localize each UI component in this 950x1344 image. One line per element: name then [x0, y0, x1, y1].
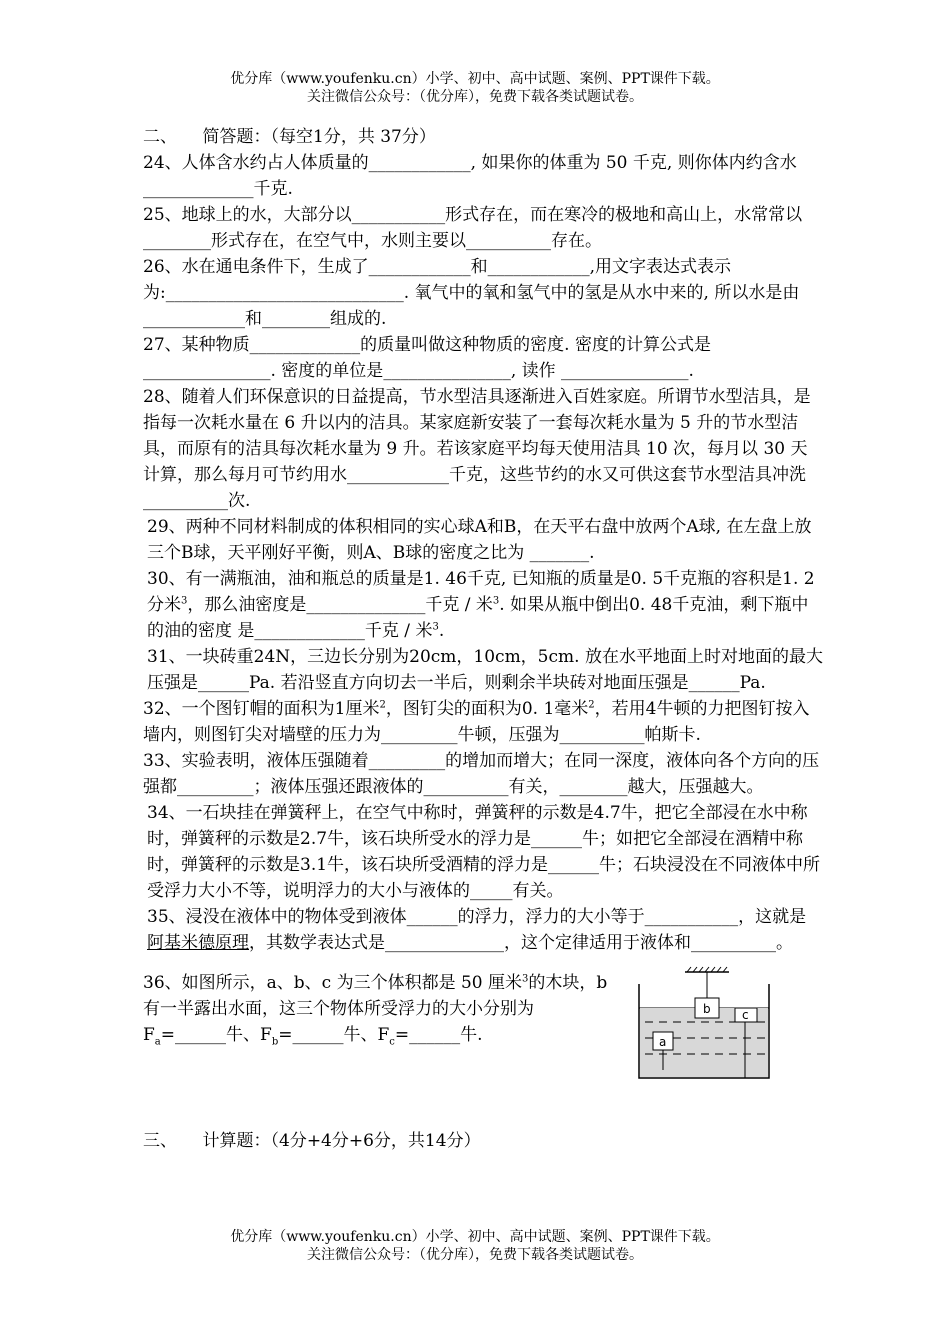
question-24: 24、人体含水约占人体质量的____________, 如果你的体重为 50 千克, 则你体内约含水_____________千克. [143, 153, 797, 199]
block-c-label: c [742, 1008, 749, 1022]
question-content [143, 124, 823, 1154]
header-line-1: 优分库（www.youfenku.cn）小学、初中、高中试题、案例、PPT课件下载。 [230, 71, 720, 87]
question-36: 36、如图所示，a、b、c 为三个体积都是 50 厘米$^3$的木块，b 有一半露出水面，这三个物体所受浮力的大小分别为 $F_a=\_\_\_\_\_\_$牛、$F_b=\_\_\_\_\_\_$牛、$F_c=\_\_\_\_\_\_$牛. [143, 973, 608, 1048]
buoyancy-figure [633, 966, 775, 1086]
footer [0, 1228, 950, 1264]
question-36-block [143, 970, 823, 1106]
question-33: 33、实验表明，液体压强随着_________的增加而增大；在同一深度，液体向各个方向的压强都_________；液体压强还跟液体的__________有关，________越大，压强越大。 [143, 751, 820, 797]
question-34: 34、一石块挂在弹簧秤上，在空气中称时，弹簧秤的示数是4.7牛，把它全部浸在水中称时，弹簧秤的示数是2.7牛，该石块所受水的浮力是______牛；如把它全部浸在酒精中称时，弹簧秤的示数是3.1牛，该石块所受酒精的浮力是______牛；石块浸没在不同液体中所受浮力大小不等，说明浮力的大小与液体的_____有关。 [147, 803, 821, 901]
question-30: 30、有一满瓶油，油和瓶总的质量是1. 46千克, 已知瓶的质量是0. 5千克瓶的容积是1. 2分米$^3$，那么油密度是______________千克 / 米$^3$. 如果从瓶中倒出0. 48千克油，剩下瓶中的油的密度 是_____________千克 / 米$^3$. [147, 569, 815, 641]
header [0, 70, 950, 106]
question-29: 29、两种不同材料制成的体积相同的实心球A和B，在天平右盘中放两个A球, 在左盘上放三个B球，天平刚好平衡，则A、B球的密度之比为 _______. [147, 517, 812, 563]
question-25: 25、地球上的水，大部分以___________形式存在，而在寒冷的极地和高山上，水常常以________形式存在，在空气中，水则主要以__________存在。 [143, 205, 803, 251]
header-line-2: 关注微信公众号：（优分库），免费下载各类试题试卷。 [307, 89, 643, 105]
question-31: 31、一块砖重24N，三边长分别为20cm，10cm，5cm. 放在水平地面上时对地面的最大压强是______Pa. 若沿竖直方向切去一半后，则剩余半块砖对地面压强是______Pa. [147, 647, 823, 693]
question-32: 32、一个图钉帽的面积为1厘米$^2$，图钉尖的面积为0. 1毫米$^2$，若用4牛顿的力把图钉按入墙内，则图钉尖对墙壁的压力为_________牛顿，压强为__________帕斯卡. [143, 699, 810, 745]
question-28: 28、随着人们环保意识的日益提高，节水型洁具逐渐进入百姓家庭。所谓节水型洁具，是指每一次耗水量在 6 升以内的洁具。某家庭新安装了一套每次耗水量为 5 升的节水型洁具，而原有的洁具每次耗水量为 9 升。若该家庭平均每天使用洁具 10 次，每月以 30 天计算，那么每月可节约用水____________千克，这些节约的水又可供这套节水型洁具冲洗__________次. [143, 387, 811, 511]
block-a-label: a [659, 1035, 667, 1049]
archimedes-principle-link: 阿基米德原理 [147, 933, 249, 953]
section-3-title: 三、 计算题：（4分+4分+6分，共14分） [143, 1131, 481, 1151]
section-2-title: 二、 简答题：（每空1分，共 37分） [143, 127, 436, 147]
question-27: 27、某种物质_____________的质量叫做这种物质的密度. 密度的计算公式是_______________. 密度的单位是_______________, 读作 _______________. [143, 335, 711, 381]
question-26: 26、水在通电条件下，生成了____________和____________,用文字表达式表示为:____________________________. 氧气中的氧和氢气中的氢是从水中来的, 所以水是由____________和________组成的. [143, 257, 800, 329]
question-35: 35、浸没在液体中的物体受到液体______的浮力，浮力的大小等于___________，这就是阿基米德原理，其数学表达式是______________，这个定律适用于液体和__________。 [147, 907, 807, 953]
footer-line-1: 优分库（www.youfenku.cn）小学、初中、高中试题、案例、PPT课件下载。 [230, 1229, 720, 1245]
block-b-label: b [703, 1002, 711, 1016]
footer-line-2: 关注微信公众号：（优分库），免费下载各类试题试卷。 [307, 1247, 643, 1263]
